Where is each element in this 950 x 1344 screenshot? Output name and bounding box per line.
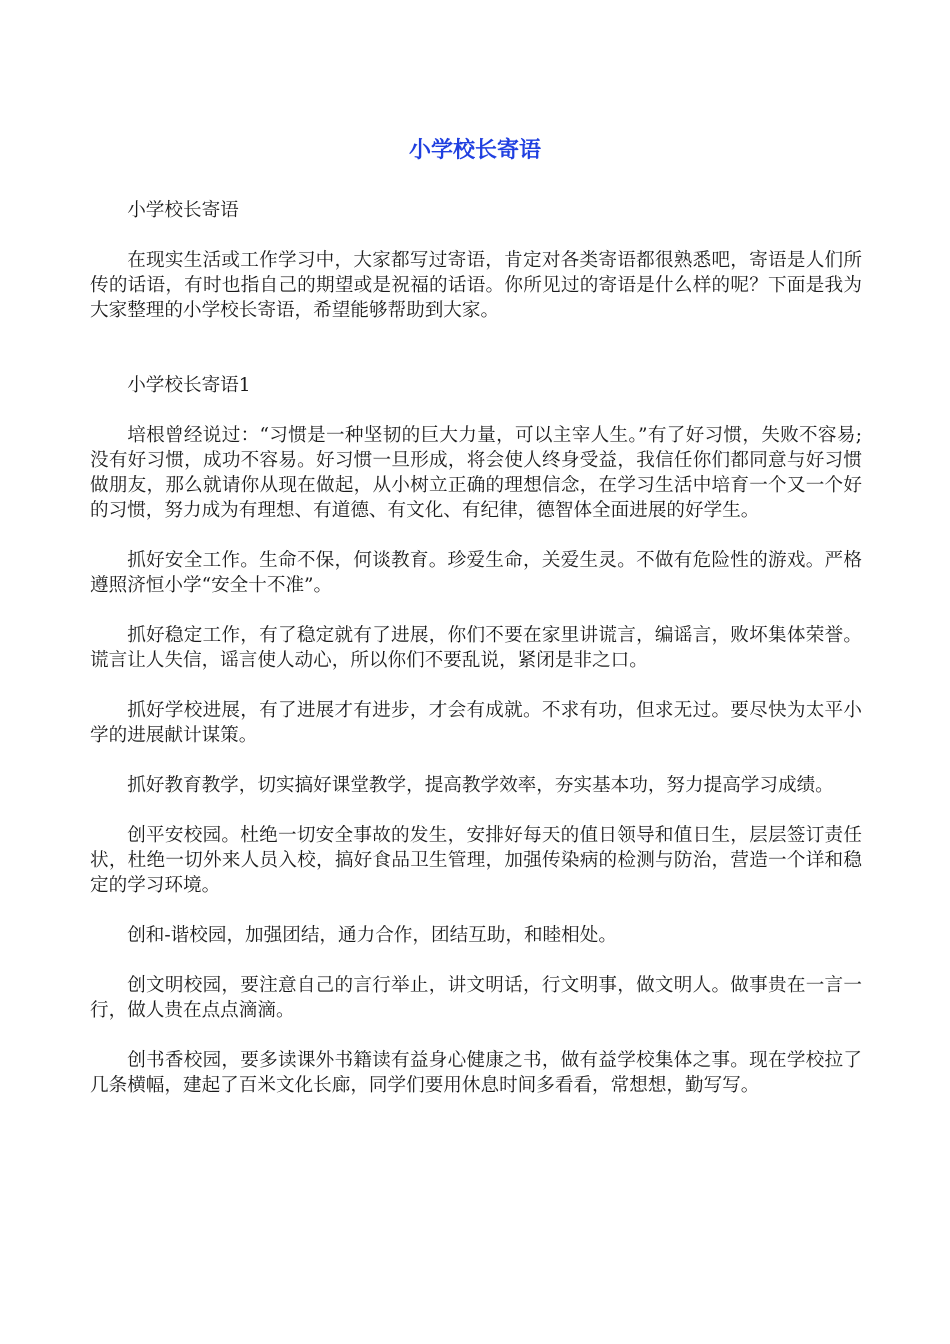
paragraph-civilized-campus: 创文明校园，要注意自己的言行举止，讲文明话，行文明事，做文明人。做事贵在一言一行，做人贵在点点滴滴。 — [90, 975, 862, 1021]
paragraph-scholarly-campus: 创书香校园，要多读课外书籍读有益身心健康之书，做有益学校集体之事。现在学校拉了几条横幅，建起了百米文化长廊，同学们要用休息时间多看看，常想想，勤写写。 — [90, 1050, 862, 1096]
paragraph-school-development: 抓好学校进展，有了进展才有进步，才会有成就。不求有功，但求无过。要尽快为太平小学的进展献计谋策。 — [90, 700, 862, 746]
section-heading: 小学校长寄语1 — [127, 375, 251, 396]
paragraph-intro: 在现实生活或工作学习中，大家都写过寄语，肯定对各类寄语都很熟悉吧，寄语是人们所传的话语，有时也指自己的期望或是祝福的话语。你所见过的寄语是什么样的呢？下面是我为大家整理的小学校长寄语，希望能够帮助到大家。 — [90, 250, 862, 321]
paragraph-harmonious-campus: 创和-谐校园，加强团结，通力合作，团结互助，和睦相处。 — [127, 925, 617, 946]
document-body — [90, 198, 862, 1123]
paragraph-safe-campus: 创平安校园。杜绝一切安全事故的发生，安排好每天的值日领导和值日生，层层签订责任状，杜绝一切外来人员入校，搞好食品卫生管理，加强传染病的检测与防治，营造一个详和稳定的学习环境。 — [90, 825, 862, 896]
paragraph-habits: 培根曾经说过：“习惯是一种坚韧的巨大力量，可以主宰人生。”有了好习惯，失败不容易;没有好习惯，成功不容易。好习惯一旦形成，将会使人终身受益，我信任你们都同意与好习惯做朋友，那么就请你从现在做起，从小树立正确的理想信念，在学习生活中培育一个又一个好的习惯，努力成为有理想、有道德、有文化、有纪律，德智体全面进展的好学生。 — [90, 425, 862, 521]
document-title: 小学校长寄语 — [408, 138, 541, 163]
paragraph-safety: 抓好安全工作。生命不保，何谈教育。珍爱生命，关爱生灵。不做有危险性的游戏。严格遵照济恒小学“安全十不准”。 — [90, 550, 862, 596]
paragraph-stability: 抓好稳定工作，有了稳定就有了进展，你们不要在家里讲谎言，编谣言，败坏集体荣誉。谎言让人失信，谣言使人动心，所以你们不要乱说，紧闭是非之口。 — [90, 625, 862, 671]
paragraph-teaching: 抓好教育教学，切实搞好课堂教学，提高教学效率，夯实基本功，努力提高学习成绩。 — [127, 775, 834, 796]
paragraph-subtitle: 小学校长寄语 — [127, 200, 239, 221]
